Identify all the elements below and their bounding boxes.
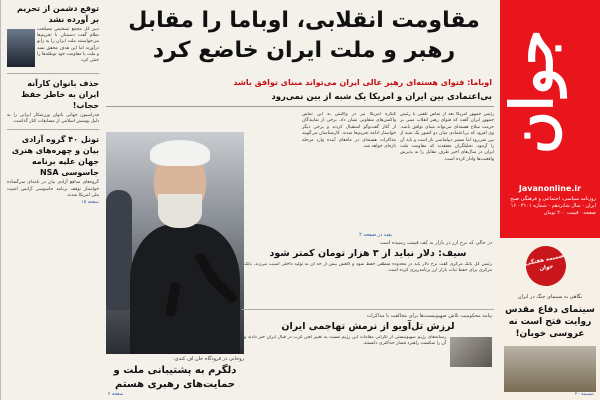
left-story-1-body: دبیر کل مجمع تشخیص مصلحت نظام گفت دشمنان با تحریم‌ها می‌خواستند ملت ایران را به زانو درآورند اما این هدف محقق نشد و ملت با مقاومت خود توطئه‌ها را خنثی کرد. bbox=[7, 27, 99, 64]
main-subheadline-2: بی‌اعتمادی بین ایران و امریکا یک شبه از بین نمی‌رود bbox=[271, 92, 492, 102]
promo-more-link[interactable]: ضمیمه ۲۰ bbox=[574, 392, 594, 397]
main-story-column-1: رئیس جمهور امریکا بعد از تماس تلفنی با رئیس جمهور ایران گفت که فتوای رهبر انقلاب مبنی بر حرمت سلاح هسته‌ای می‌تواند مبنای توافق باشد. وی افزود که بی‌اعتمادی میان دو کشور یک شبه از بین نمی‌رود اما مسیر دیپلماسی باز است و باید آن را آزمود. تحلیلگران معتقدند که مقاومت ملت ایران در سال‌های اخیر طرف مقابل را به پذیرش واقعیت‌ها وادار کرده است. bbox=[400, 112, 494, 162]
photo-more-link[interactable]: صفحه ۲ bbox=[108, 392, 124, 397]
news-body-1: رئیس کل بانک مرکزی گفت نرخ دلار باید در محدوده منطقی حفظ شود و کاهش بیش از حد آن به تولید داخلی آسیب می‌زند. بانک مرکزی برای حفظ ثبات بازار ارز برنامه‌ریزی کرده است. bbox=[244, 262, 492, 274]
left-story-1-headline[interactable]: توقع دشمن از تحریم بر آورده نشد bbox=[17, 4, 99, 24]
left-story-2-body: فدراسیون جهانی بانوان ورزشکار ایرانی را به دلیل پوشش اسلامی از مسابقات کنار گذاشت. bbox=[7, 113, 99, 125]
left-column bbox=[0, 0, 105, 400]
main-headline[interactable]: مقاومت انقلابی، اوباما را مقابل رهبر و ملت ایران خاضع کرد bbox=[128, 8, 480, 63]
middle-news-column bbox=[242, 240, 494, 379]
turban-shape bbox=[150, 140, 210, 166]
main-subheadline-1: اوباما: فتوای هسته‌ای رهبر عالی ایران می‌تواند مبنای توافق باشد bbox=[233, 78, 492, 87]
news-kicker-2: پیامد محکومیت تلاش صهیونیست‌ها برای مخالفت با مذاکرات bbox=[366, 313, 492, 319]
promo-photo bbox=[504, 346, 596, 392]
bodyguard-figure bbox=[106, 190, 132, 310]
rouhani-press-photo[interactable] bbox=[106, 132, 244, 354]
supplement-badge[interactable]: ضمیمه هفتگی جوان bbox=[522, 242, 569, 289]
masthead bbox=[500, 0, 600, 238]
news-kicker-1: در حالی که نرخ ارز در بازار به کف قیمت رسیده است bbox=[379, 240, 492, 246]
divider bbox=[106, 106, 494, 107]
news-headline-1[interactable]: سیف: دلار نباید از ۳ هزار تومان کمتر شود bbox=[269, 248, 467, 259]
weekly-supplement-promo bbox=[500, 238, 600, 400]
left-story-3-body: گروه‌های مدافع آزادی بیان در نامه‌ای سرگشاده خواستار توقف برنامه جاسوسی آژانس امنیت ملی امریکا شدند. bbox=[7, 180, 99, 198]
promo-kicker: نگاهی به سینمای جنگ در ایران bbox=[517, 294, 583, 300]
news-body-2: رسانه‌های رژیم صهیونیستی از نگرانی مقامات این رژیم نسبت به تغییر لحن غرب در قبال ایران خبر دادند و آن را شکست راهبرد فشار حداکثری دانستند. bbox=[244, 335, 492, 379]
divider bbox=[7, 73, 99, 74]
main-story-column-2: کنگره امریکا نیز در واکنش به این تماس واکنش‌های متفاوتی نشان داد. برخی از نمایندگان از آغاز گفت‌وگو استقبال کردند و برخی دیگر خواستار ادامه تحریم‌ها شدند. کارشناسان می‌گویند مذاکرات هسته‌ای در ماه‌های آینده وارد مرحله تازه‌ای خواهد شد. bbox=[302, 112, 396, 150]
left-story-2-headline[interactable]: حذف بانوان کارآنه ایران به خاطر حفظ حجاب! bbox=[21, 79, 99, 110]
divider bbox=[7, 129, 99, 130]
newspaper-logo[interactable]: جوان bbox=[498, 29, 566, 155]
news-headline-2[interactable]: لرزش تل‌آویو از نرمش تهاجمی ایران bbox=[281, 321, 455, 332]
main-more-link[interactable]: بقیه در صفحه ۲ bbox=[359, 232, 392, 238]
news-thumbnail bbox=[450, 337, 492, 367]
left-story-3-headline[interactable]: تونل ۴۰ گروه آزادی بیان و چهره‌های هنری جهان علیه برنامه جاسوسی NSA bbox=[11, 135, 99, 178]
left-more-link[interactable]: صفحه ۱۵ bbox=[81, 200, 99, 206]
promo-headline[interactable]: سینمای دفاع مقدس روایت فتح است نه عروسی خوبان! bbox=[505, 305, 595, 339]
photo-caption-kicker: روحانی در فرودگاه جان اف کندی: bbox=[173, 356, 244, 362]
site-url[interactable]: Javanonline.ir bbox=[518, 184, 582, 193]
beard-shape bbox=[158, 194, 202, 228]
edition-info: روزنامه سیاسی، اجتماعی و فرهنگی صبح ایران · سال شانزدهم · شماره ۳۱۰۱ · ۱۶ صفحه · قیمت ۲۰۰ تومان bbox=[510, 196, 596, 216]
divider bbox=[242, 309, 494, 310]
photo-caption-headline[interactable]: دلگرم به پشتیبانی ملت و حمایت‌های رهبری هستم bbox=[113, 365, 237, 390]
portrait-photo bbox=[7, 29, 35, 67]
